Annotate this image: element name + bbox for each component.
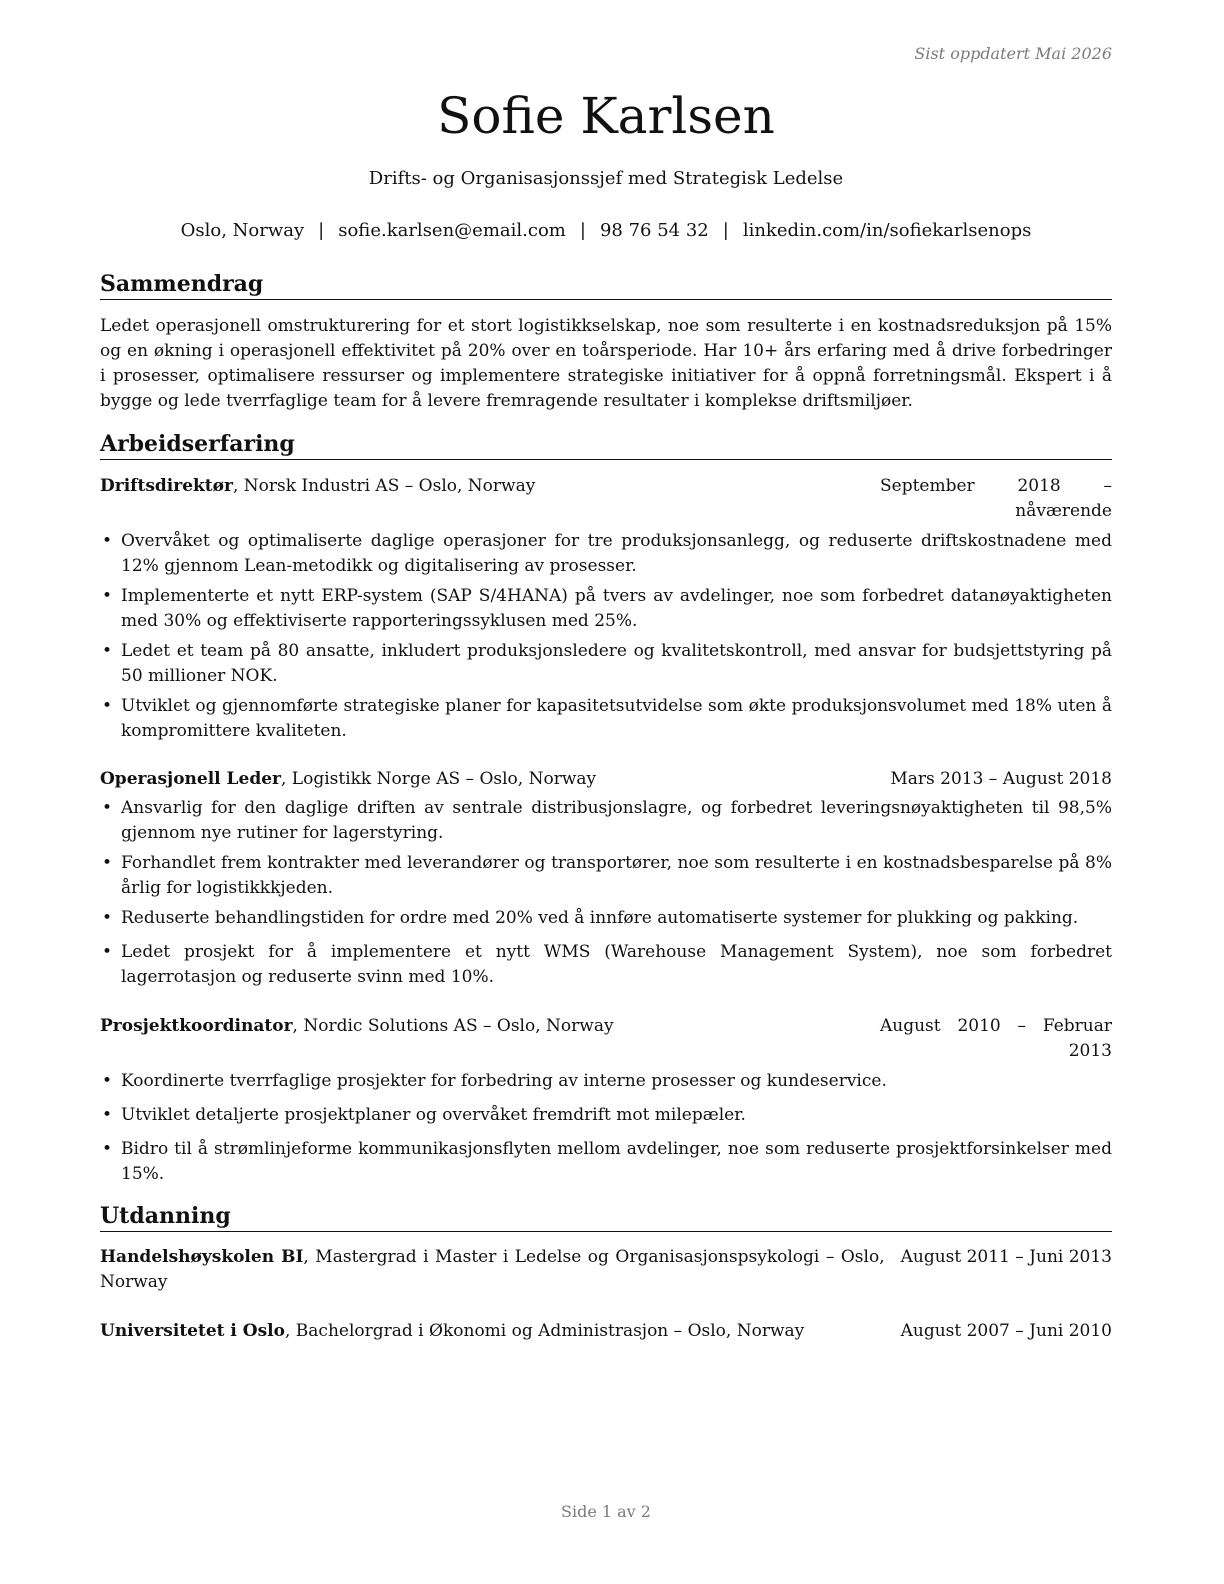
job-bullets xyxy=(100,529,1112,744)
bullet-text: Ledet prosjekt for å implementere et nytt WMS (Warehouse Management System), noe som forbedret lagerrotasjon og reduserte svinn med 10%. xyxy=(121,942,1112,987)
education-header xyxy=(100,1245,1112,1295)
list-item xyxy=(100,796,1112,846)
list-item xyxy=(100,1103,1112,1128)
education-entry xyxy=(100,1319,1112,1344)
summary-text: Ledet operasjonell omstrukturering for et stort logistikkselskap, noe som resulterte i en kostnadsreduksjon på 15% og en økning i operasjonell effektivitet på 20% over en toårsperiode. Har 10+ års erfaring med å drive forbedringer i prosesser, optimalisere ressurser og implementere strategiske initiativer for å oppnå forretningsmål. Ekspert i å bygge og lede tverrfaglige team for å levere fremragende resultater i komplekse driftsmiljøer. xyxy=(100,316,1112,411)
page-number: Side 1 av 2 xyxy=(561,1502,651,1521)
section-heading-summary: Sammendrag xyxy=(100,270,1112,300)
bullet-icon: • xyxy=(102,641,113,661)
job-employer: , Norsk Industri AS – Oslo, Norway xyxy=(232,476,536,496)
bullet-icon: • xyxy=(102,798,113,818)
list-item xyxy=(100,639,1112,689)
list-item xyxy=(100,1137,1112,1187)
job-dates: Mars 2013 – August 2018 xyxy=(890,769,1112,789)
contact-linkedin[interactable]: linkedin.com/in/sofiekarlsenops xyxy=(742,220,1032,241)
bullet-text: Ansvarlig for den daglige driften av sentrale distribusjonslagre, og forbedret leveringsnøyaktigheten til 98,5% gjennom nye rutiner for lagerstyring. xyxy=(121,798,1112,843)
bullet-icon: • xyxy=(102,853,113,873)
list-item xyxy=(100,584,1112,634)
resume-page xyxy=(100,0,1112,1584)
list-item xyxy=(100,906,1112,931)
contact-email[interactable]: sofie.karlsen@email.com xyxy=(338,220,566,241)
education-entry xyxy=(100,1245,1112,1295)
bullet-icon: • xyxy=(102,1071,113,1091)
job-header xyxy=(100,474,1112,524)
list-item xyxy=(100,1069,1112,1094)
job-entry xyxy=(100,767,1112,990)
contact-line xyxy=(100,219,1112,243)
education-school: Handelshøyskolen BI xyxy=(100,1247,304,1267)
job-dates: August 2010 – Februar 2013 xyxy=(880,1016,1112,1061)
contact-separator: | xyxy=(579,220,586,241)
bullet-text: Overvåket og optimaliserte daglige operasjoner for tre produksjonsanlegg, og reduserte driftskostnadene med 12% gjennom Lean-metodikk og digitalisering av prosesser. xyxy=(121,531,1112,576)
education-dates: August 2007 – Juni 2010 xyxy=(900,1321,1112,1341)
bullet-text: Reduserte behandlingstiden for ordre med 20% ved å innføre automatiserte systemer for plukking og pakking. xyxy=(121,908,1079,928)
contact-phone: 98 76 54 32 xyxy=(599,220,709,241)
job-bullets xyxy=(100,796,1112,990)
education-school: Universitetet i Oslo xyxy=(100,1321,285,1341)
job-title-line xyxy=(100,1014,864,1039)
job-entry xyxy=(100,474,1112,744)
list-item xyxy=(100,940,1112,990)
bullet-text: Implementerte et nytt ERP-system (SAP S/4HANA) på tvers av avdelinger, noe som forbedret datanøyaktigheten med 30% og effektiviserte rapporteringssyklusen med 25%. xyxy=(121,586,1112,631)
education-line xyxy=(100,1245,885,1295)
list-item xyxy=(100,529,1112,579)
candidate-name: Sofie Karlsen xyxy=(437,87,775,145)
education-header xyxy=(100,1319,1112,1344)
candidate-tagline: Drifts- og Organisasjonssjef med Strategisk Ledelse xyxy=(368,168,844,189)
job-title: Prosjektkoordinator xyxy=(100,1016,293,1036)
bullet-text: Koordinerte tverrfaglige prosjekter for forbedring av interne prosesser og kundeservice. xyxy=(121,1071,887,1091)
job-header xyxy=(100,767,1112,792)
contact-separator: | xyxy=(318,220,325,241)
bullet-text: Ledet et team på 80 ansatte, inkludert produksjonsledere og kvalitetskontroll, med ansvar for budsjettstyring på 50 millioner NOK. xyxy=(121,641,1112,686)
bullet-text: Forhandlet frem kontrakter med leverandører og transportører, noe som resulterte i en kostnadsbesparelse på 8% årlig for logistikkkjeden. xyxy=(121,853,1112,898)
job-employer: , Nordic Solutions AS – Oslo, Norway xyxy=(292,1016,614,1036)
bullet-icon: • xyxy=(102,531,113,551)
bullet-icon: • xyxy=(102,586,113,606)
job-dates: September 2018 – nåværende xyxy=(880,476,1112,521)
job-employer: , Logistikk Norge AS – Oslo, Norway xyxy=(280,769,597,789)
list-item xyxy=(100,694,1112,744)
last-updated: Sist oppdatert Mai 2026 xyxy=(914,44,1112,63)
job-entry xyxy=(100,1014,1112,1187)
education-degree: , Bachelorgrad i Økonomi og Administrasjon – Oslo, Norway xyxy=(284,1321,805,1341)
bullet-icon: • xyxy=(102,1139,113,1159)
bullet-icon: • xyxy=(102,908,113,928)
job-title: Operasjonell Leder xyxy=(100,769,281,789)
bullet-text: Bidro til å strømlinjeforme kommunikasjonsflyten mellom avdelinger, noe som reduserte prosjektforsinkelser med 15%. xyxy=(121,1139,1112,1184)
job-header xyxy=(100,1014,1112,1064)
bullet-icon: • xyxy=(102,696,113,716)
contact-location: Oslo, Norway xyxy=(180,220,305,241)
contact-separator: | xyxy=(722,220,729,241)
job-bullets xyxy=(100,1069,1112,1187)
education-dates: August 2011 – Juni 2013 xyxy=(900,1247,1112,1267)
section-heading-education: Utdanning xyxy=(100,1202,1112,1232)
bullet-text: Utviklet detaljerte prosjektplaner og overvåket fremdrift mot milepæler. xyxy=(121,1105,746,1125)
education-degree: , Mastergrad i Master i Ledelse og Organisasjonspsykologi – Oslo, Norway xyxy=(100,1247,885,1292)
bullet-text: Utviklet og gjennomførte strategiske planer for kapasitetsutvidelse som økte produksjonsvolumet med 18% uten å kompromittere kvaliteten. xyxy=(121,696,1112,741)
section-heading-experience: Arbeidserfaring xyxy=(100,430,1112,460)
bullet-icon: • xyxy=(102,942,113,962)
job-title-line xyxy=(100,474,864,499)
list-item xyxy=(100,851,1112,901)
job-title: Driftsdirektør xyxy=(100,476,233,496)
job-title-line xyxy=(100,767,874,792)
bullet-icon: • xyxy=(102,1105,113,1125)
education-line xyxy=(100,1319,885,1344)
